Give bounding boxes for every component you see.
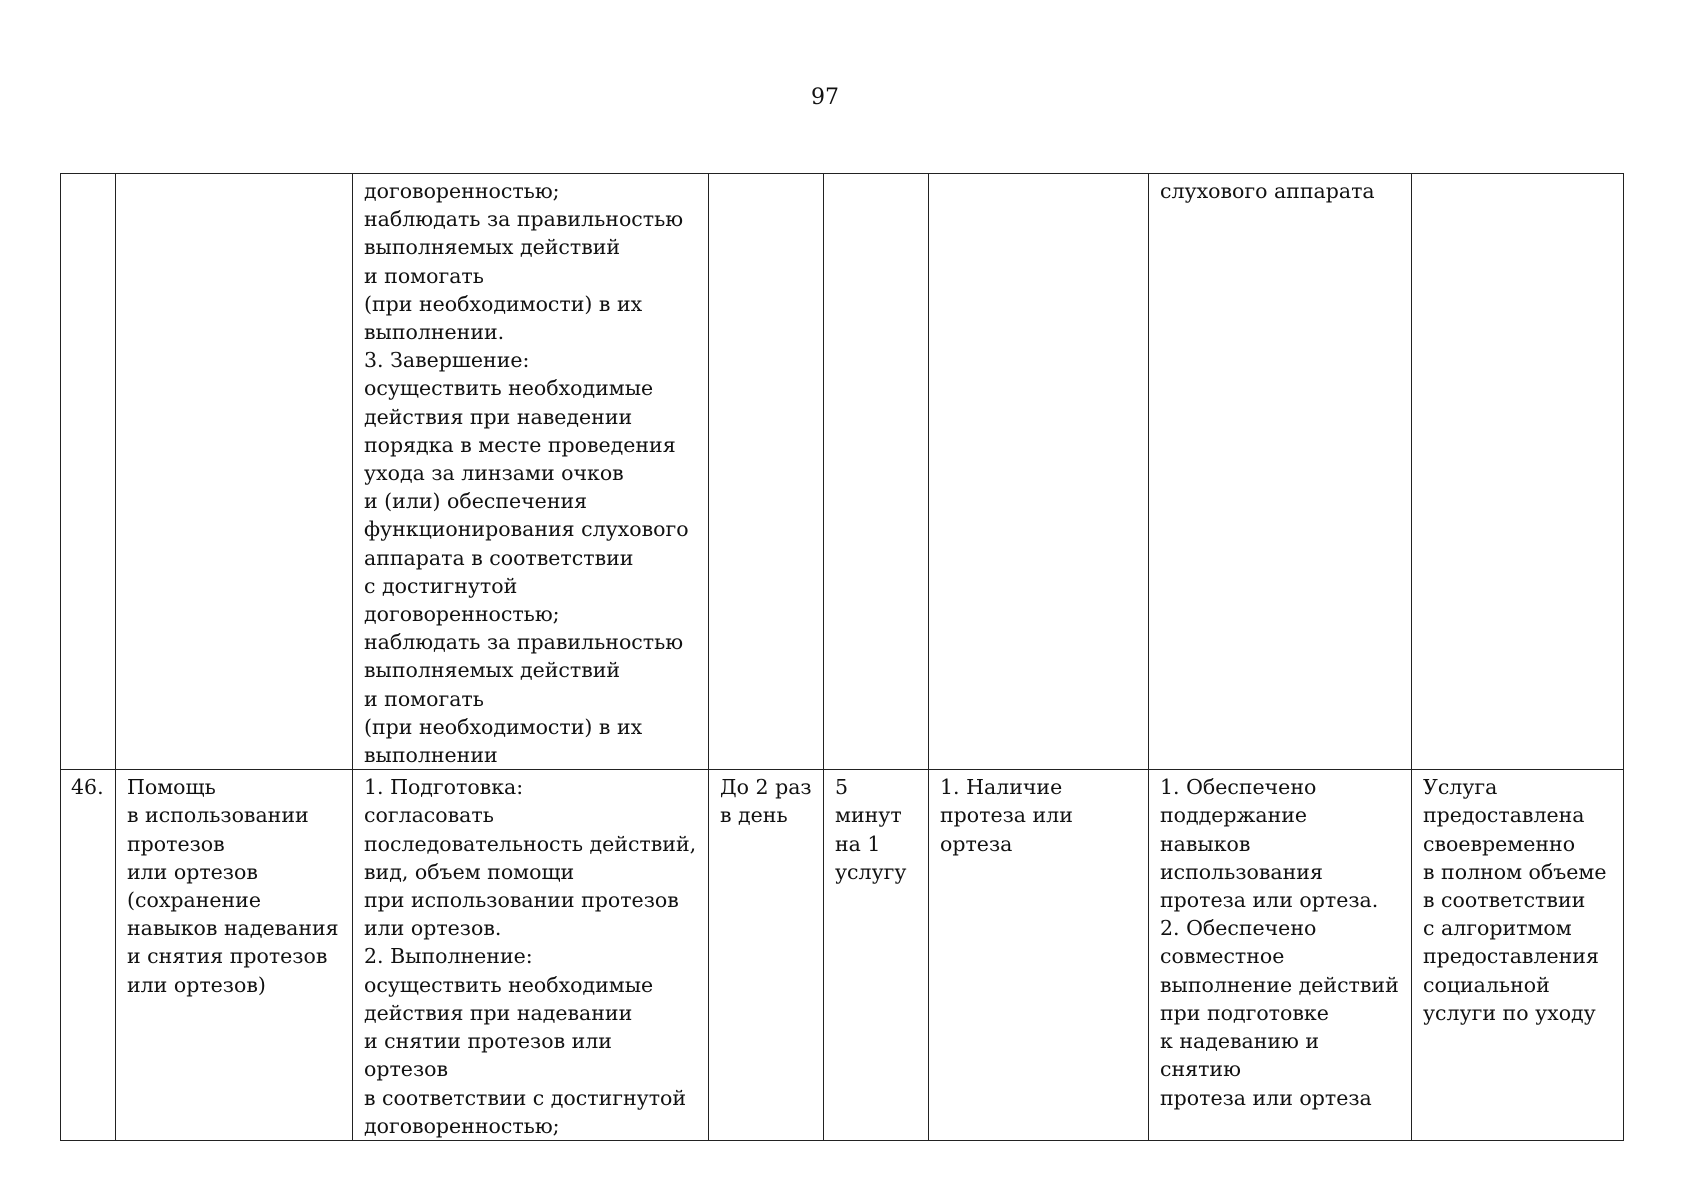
cell-duration: 5 минут на 1 услугу xyxy=(824,770,929,1141)
cell-frequency xyxy=(709,174,824,770)
cell-quality: Услуга предоставлена своевременно в полном объеме в соответствии с алгоритмом предоставления социальной услуги по уходу xyxy=(1412,770,1624,1141)
table-row xyxy=(61,770,1624,1141)
services-table xyxy=(60,173,1624,1141)
cell-frequency: До 2 раз в день xyxy=(709,770,824,1141)
cell-quality xyxy=(1412,174,1624,770)
cell-result: слухового аппарата xyxy=(1149,174,1412,770)
cell-result: 1. Обеспечено поддержание навыков использования протеза или ортеза. 2. Обеспечено совместное выполнение действий при подготовке к надеванию и снятию протеза или ортеза xyxy=(1149,770,1412,1141)
cell-conditions: 1. Наличие протеза или ортеза xyxy=(929,770,1149,1141)
table-row xyxy=(61,174,1624,770)
page-number: 97 xyxy=(811,85,839,110)
cell-service-name: Помощь в использовании протезов или ортезов (сохранение навыков надевания и снятия протезов или ортезов) xyxy=(116,770,353,1141)
cell-number: 46. xyxy=(61,770,116,1141)
cell-conditions xyxy=(929,174,1149,770)
cell-service-description: 1. Подготовка: согласовать последовательность действий, вид, объем помощи при использовании протезов или ортезов. 2. Выполнение: осуществить необходимые действия при надевании и снятии протезов или ортезов в соответствии с достигнутой договоренностью; xyxy=(353,770,709,1141)
cell-service-name xyxy=(116,174,353,770)
cell-service-description: договоренностью; наблюдать за правильностью выполняемых действий и помогать (при необходимости) в их выполнении. 3. Завершение: осуществить необходимые действия при наведении порядка в месте проведения ухода за линзами очков и (или) обеспечения функционирования слухового аппарата в соответствии с достигнутой договоренностью; наблюдать за правильностью выполняемых действий и помогать (при необходимости) в их выполнении xyxy=(353,174,709,770)
cell-number xyxy=(61,174,116,770)
cell-duration xyxy=(824,174,929,770)
